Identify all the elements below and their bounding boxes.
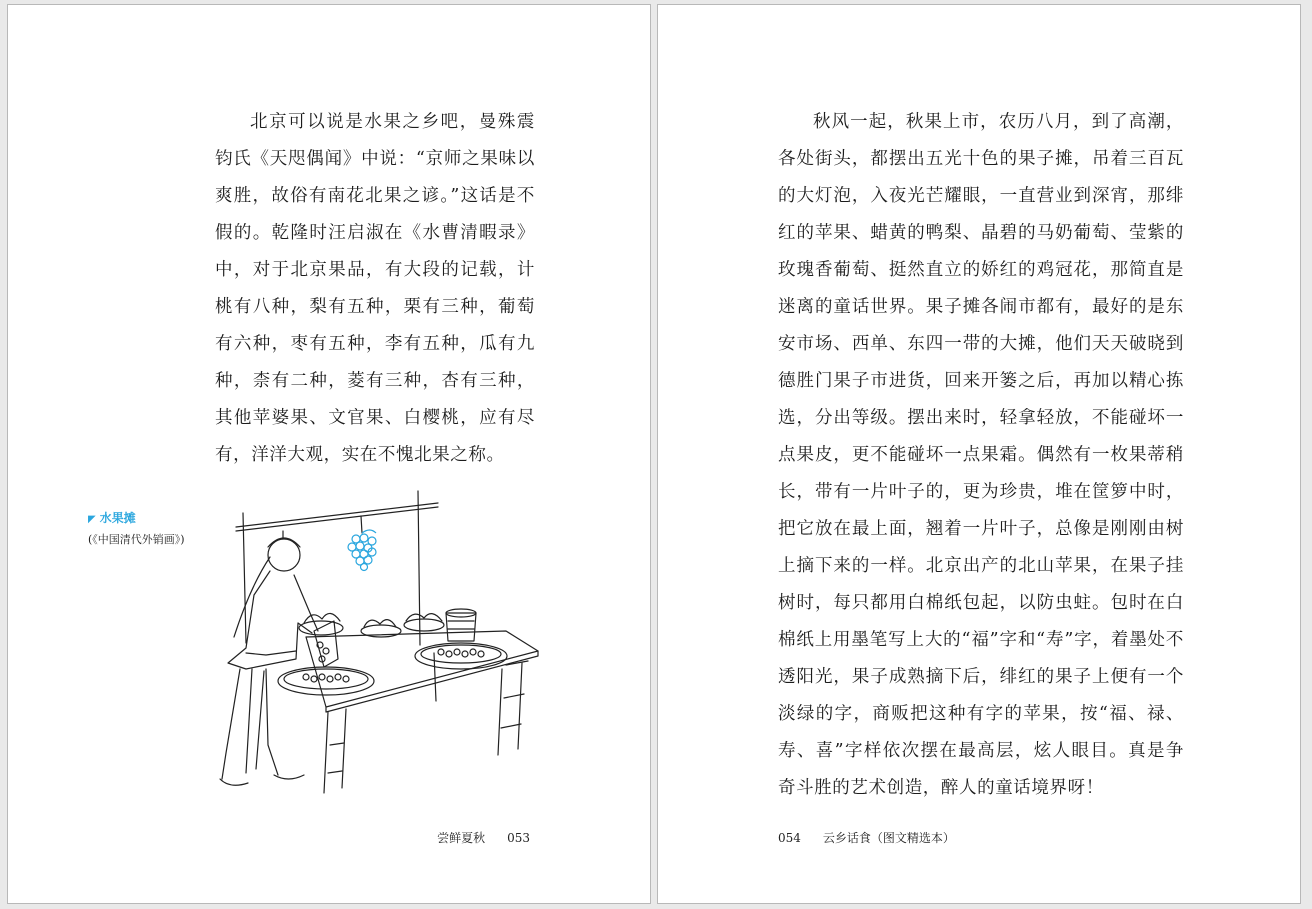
- left-footer: [437, 829, 530, 846]
- right-footer: [778, 829, 955, 846]
- caption-title: 水果摊: [99, 511, 136, 525]
- fruit-stall-illustration: [206, 483, 546, 805]
- caption-source: (《中国清代外销画》): [88, 533, 185, 546]
- footer-section-title: 尝鲜夏秋: [437, 831, 486, 845]
- page-number-left: 053: [507, 831, 530, 845]
- left-page: [7, 4, 651, 904]
- right-paragraph: 秋风一起，秋果上市，农历八月，到了高潮，各处街头，都摆出五光十色的果子摊，吊着三百瓦的大灯泡，入夜光芒耀眼，一直营业到深宵，那绯红的苹果、蜡黄的鸭梨、晶碧的马奶葡萄、莹紫的玫瑰香葡萄、挺然直立的娇红的鸡冠花，那简直是迷离的童话世界。果子摊各闹市都有，最好的是东安市场、西单、东四一带的大摊，他们天天破晓到德胜门果子市进货，回来开篓之后，再加以精心拣选，分出等级。摆出来时，轻拿轻放，不能碰坏一点果皮，更不能碰坏一点果霜。偶然有一枚果蒂稍长，带有一片叶子的，更为珍贵，堆在筐箩中时，把它放在最上面，翘着一片叶子，总像是刚刚由树上摘下来的一样。北京出产的北山苹果，在果子挂树时，每只都用白棉纸包起，以防虫蛀。包时在白棉纸上用墨笔写上大的“福”字和“寿”字，着墨处不透阳光，果子成熟摘下后，绯红的果子上便有一个淡绿的字，商贩把这种有字的苹果，按“福、禄、寿、喜”字样依次摆在最高层，炫人眼目。真是争奇斗胜的艺术创造，醉人的童话境界呀！: [778, 112, 1184, 798]
- right-body-text: [778, 104, 1184, 807]
- page-number-right: 054: [778, 831, 801, 845]
- right-page: [657, 4, 1301, 904]
- footer-book-title: 云乡话食（图文精选本）: [822, 831, 955, 845]
- caption-marker-icon: ◤: [88, 514, 96, 525]
- left-body-text: [215, 104, 535, 474]
- left-paragraph: 北京可以说是水果之乡吧，曼殊震钧氏《天咫偶闻》中说：“京师之果味以爽胜，故俗有南花北果之谚。”这话是不假的。乾隆时汪启淑在《水曹清暇录》中，对于北京果品，有大段的记载，计桃有八种，梨有五种，栗有三种，葡萄有六种，枣有五种，李有五种，瓜有九种，柰有二种，菱有三种，杏有三种，其他苹婆果、文官果、白樱桃，应有尽有，洋洋大观，实在不愧北果之称。: [215, 112, 535, 465]
